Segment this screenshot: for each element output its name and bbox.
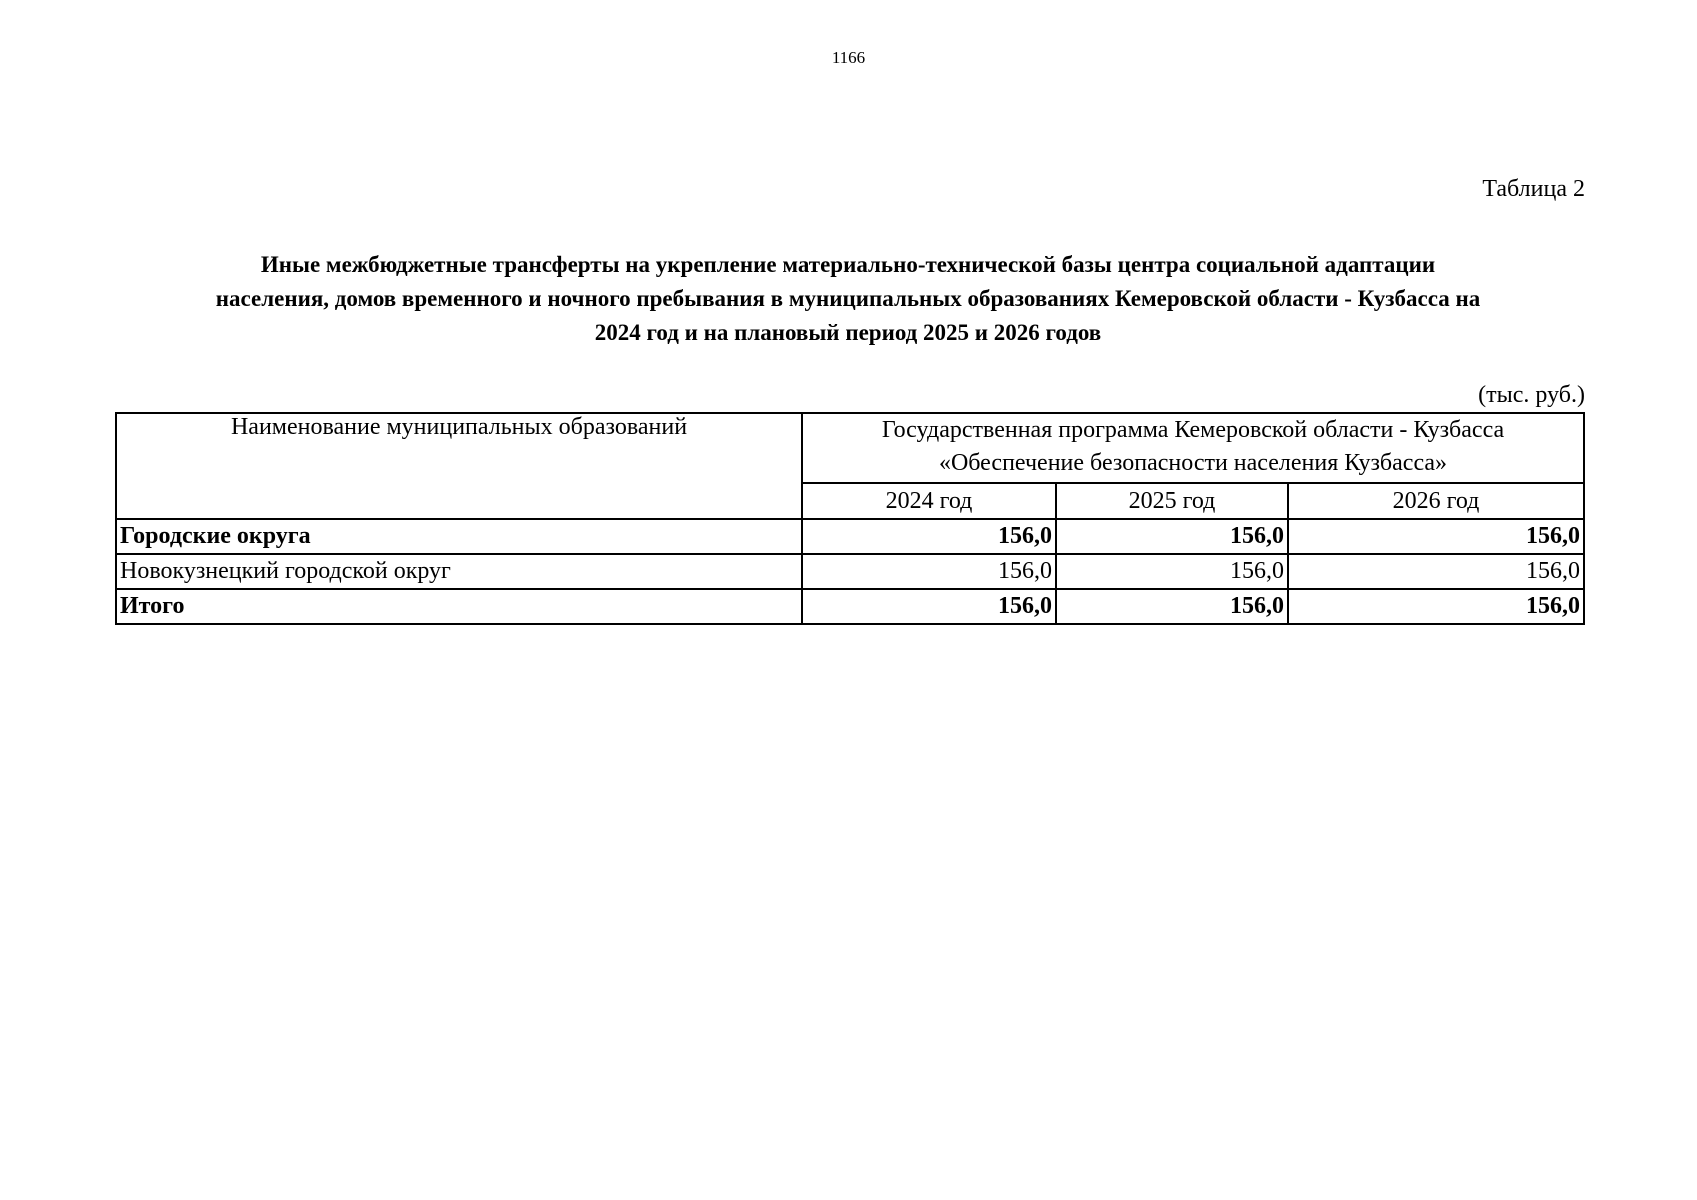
cell-2025: 156,0 [1056, 519, 1288, 554]
row-name: Итого [116, 589, 802, 624]
cell-2026: 156,0 [1288, 589, 1584, 624]
cell-2024: 156,0 [802, 589, 1056, 624]
units-label: (тыс. руб.) [1478, 382, 1585, 408]
header-year-2024: 2024 год [802, 483, 1056, 519]
header-year-2026: 2026 год [1288, 483, 1584, 519]
table-row-urban-districts [116, 519, 1584, 554]
header-municipality-name: Наименование муниципальных образований [116, 413, 802, 519]
table-row-novokuznetsk [116, 554, 1584, 589]
cell-2024: 156,0 [802, 554, 1056, 589]
title-line: населения, домов временного и ночного пребывания в муниципальных образованиях Кемеровской области - Кузбасса на [215, 286, 1481, 311]
transfers-table [115, 412, 1585, 625]
title-line: 2024 год и на плановый период 2025 и 2026 годов [594, 320, 1102, 345]
table-header-row [116, 413, 1584, 483]
cell-2026: 156,0 [1288, 554, 1584, 589]
row-name: Городские округа [116, 519, 802, 554]
header-program-line: «Обеспечение безопасности населения Кузбасса» [938, 450, 1448, 476]
table-row-total [116, 589, 1584, 624]
cell-2025: 156,0 [1056, 554, 1288, 589]
title-line: Иные межбюджетные трансферты на укрепление материально-технической базы центра социальной адаптации [260, 252, 1436, 277]
document-title [110, 248, 1586, 350]
cell-2024: 156,0 [802, 519, 1056, 554]
page-number: 1166 [831, 48, 866, 67]
header-program [802, 413, 1584, 483]
cell-2026: 156,0 [1288, 519, 1584, 554]
row-name: Новокузнецкий городской округ [116, 554, 802, 589]
cell-2025: 156,0 [1056, 589, 1288, 624]
table-label: Таблица 2 [1482, 176, 1585, 202]
header-year-2025: 2025 год [1056, 483, 1288, 519]
header-program-line: Государственная программа Кемеровской области - Кузбасса [881, 417, 1505, 443]
